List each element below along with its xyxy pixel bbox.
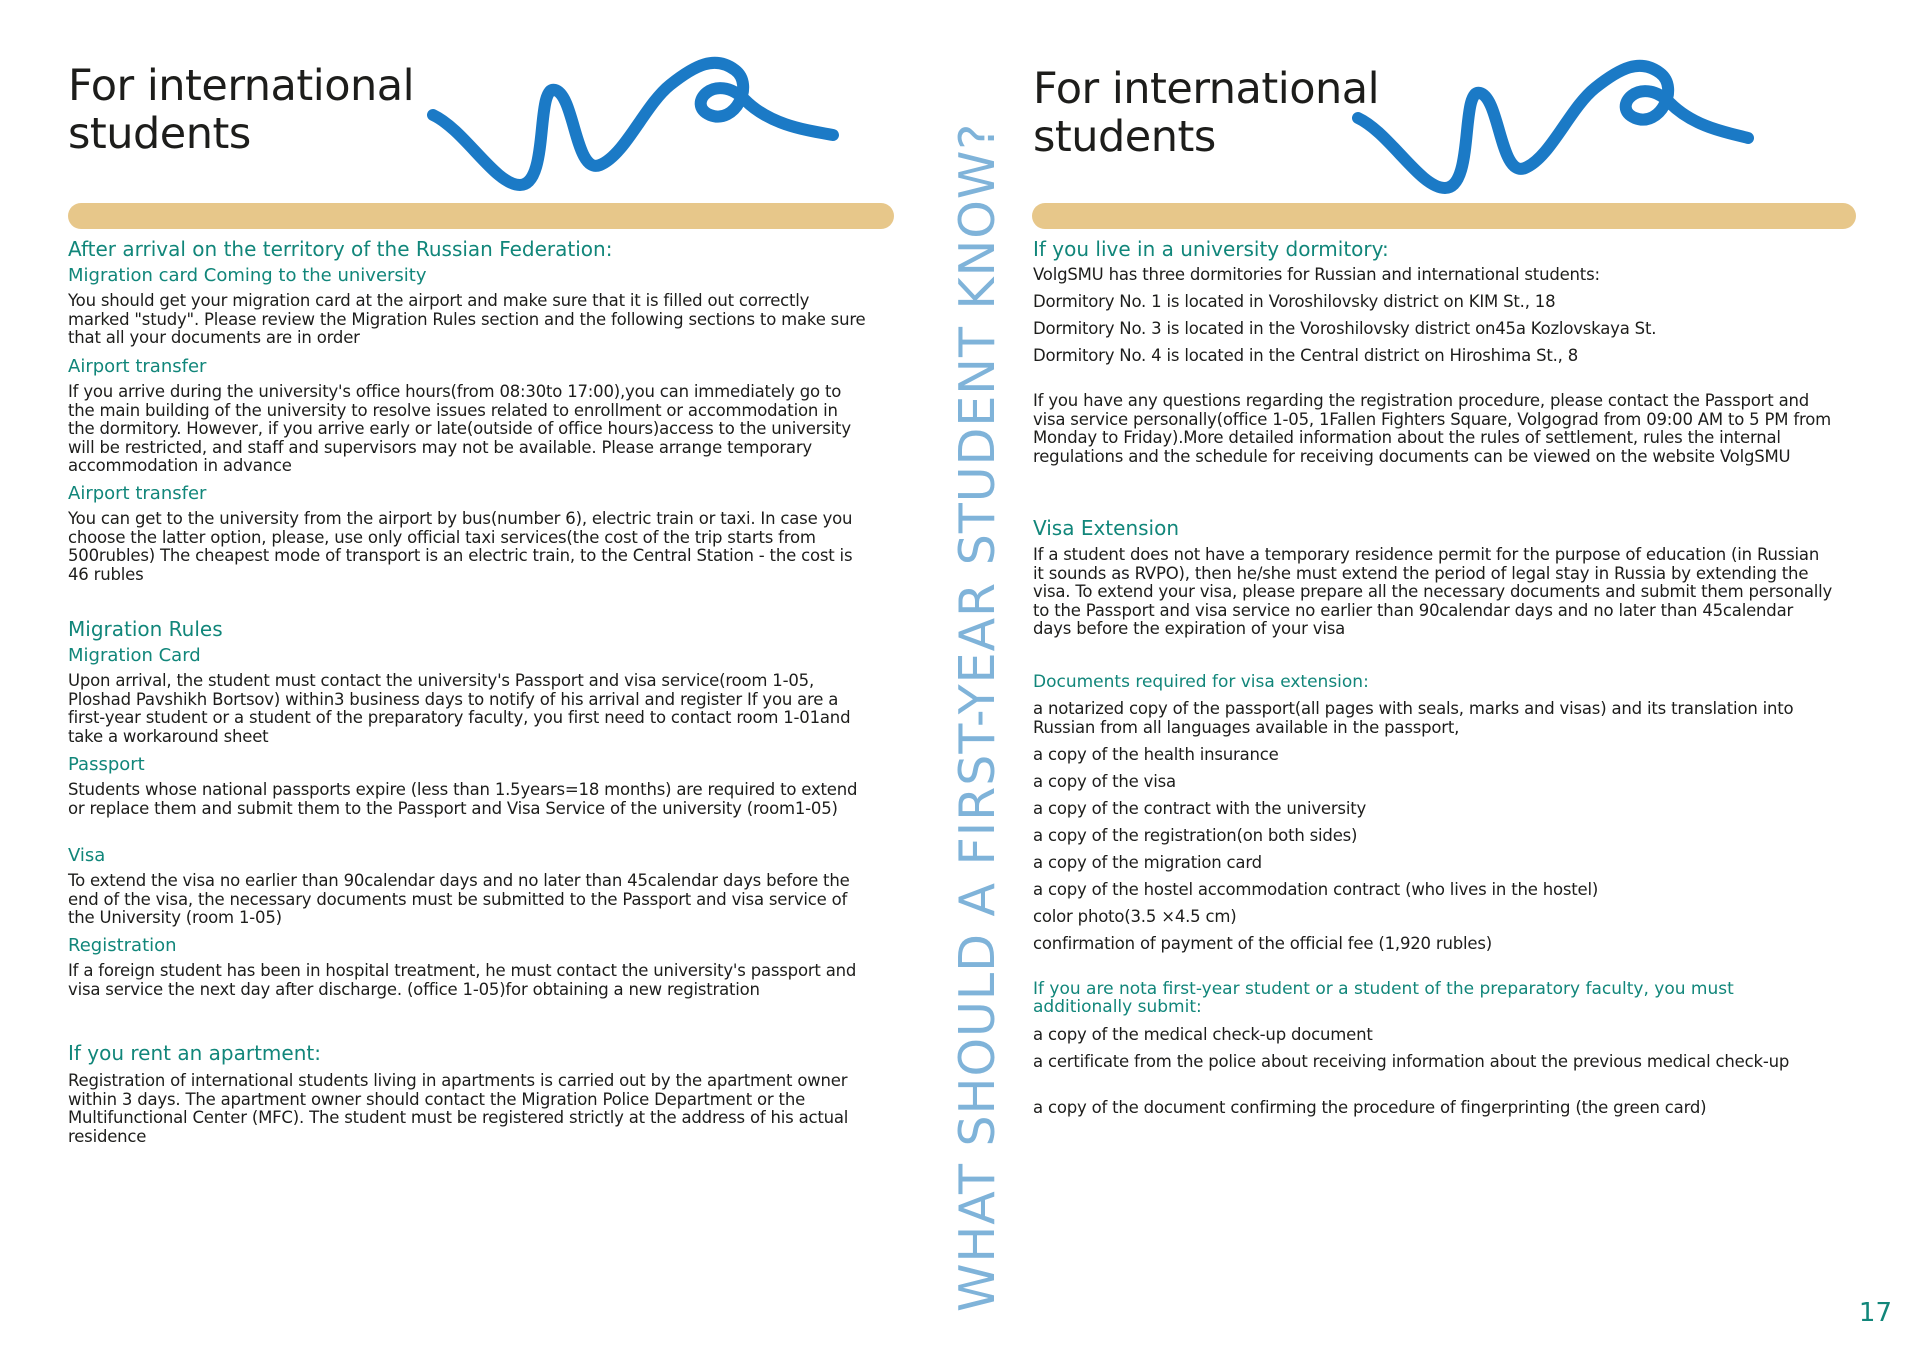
body-text: a copy of the document confirming the procedure of fingerprinting (the green card) [1033,1098,1707,1117]
body-text: a copy of the hostel accommodation contract (who lives in the hostel) [1033,880,1599,899]
body-text: VolgSMU has three dormitories for Russian and international students: [1033,265,1600,284]
body-text: confirmation of payment of the official fee (1,920 rubles) [1033,934,1492,953]
body-text: If a student does not have a temporary residence permit for the purpose of education (in Russian it sounds as RVPO), then he/she must extend the period of legal stay in Russia by extending the visa. To extend your visa, please prepare all the necessary documents and submit them personally to the Passport and visa service no earlier than 90calendar days and no later than 45calendar days before the expiration of your visa [1033,545,1833,638]
body-text: color photo(3.5 ×4.5 cm) [1033,907,1237,926]
body-text: a copy of the contract with the university [1033,799,1367,818]
body-text: Students whose national passports expire (less than 1.5years=18 months) are required to extend or replace them and submit them to the Passport and Visa Service of the university (room1-05) [68,780,858,818]
body-text: Dormitory No. 4 is located in the Central district on Hiroshima St., 8 [1033,346,1579,365]
section-heading: If you are nota first-year student or a student of the preparatory faculty, you must additionally submit: [1033,979,1734,1017]
section-heading: Visa [68,845,106,866]
body-text: Upon arrival, the student must contact the university's Passport and visa service(room 1-05, Ploshad Pavshikh Bortsov) within3 business days to notify of his arrival and register If you are a first-year student or a student of the preparatory faculty, you first need to contact room 1-01and take a workaround sheet [68,671,851,746]
body-text: If you have any questions regarding the registration procedure, please contact the Passport and visa service personally(office 1-05, 1Fallen Fighters Square, Volgograd from 09:00 AM to 5 PM from Monday to Friday).More detailed information about the rules of settlement, rules the internal regulations and the schedule for receiving documents can be viewed on the website VolgSMU [1033,391,1831,466]
section-heading: Registration [68,935,177,956]
section-heading: Visa Extension [1033,516,1180,540]
left-page-title: For international students [68,61,415,159]
section-heading: After arrival on the territory of the Russian Federation: [68,237,613,261]
body-text: a notarized copy of the passport(all pages with seals, marks and visas) and its translation into Russian from all languages available in the passport, [1033,699,1794,737]
left-content-column [68,0,868,1362]
body-text: a copy of the migration card [1033,853,1262,872]
vertical-heading: WHAT SHOULD A FIRST-YEAR STUDENT KNOW? [949,122,1006,1312]
section-heading: Passport [68,754,145,775]
section-heading: Migration card Coming to the university [68,265,427,286]
body-text: Dormitory No. 3 is located in the Voroshilovsky district on45a Kozlovskaya St. [1033,319,1657,338]
body-text: Dormitory No. 1 is located in Voroshilovsky district on KIM St., 18 [1033,292,1556,311]
right-page-title: For international students [1033,64,1380,162]
body-text: If you arrive during the university's office hours(from 08:30to 17:00),you can immediately go to the main building of the university to resolve issues related to enrollment or accommodation in the dormitory. However, if you arrive early or late(outside of office hours)access to the university will be restricted, and staff and supervisors may not be available. Please arrange temporary accommodation in advance [68,382,851,475]
section-heading: Airport transfer [68,356,207,377]
body-text: a certificate from the police about receiving information about the previous medical check-up [1033,1052,1790,1071]
page-number: 17 [1858,1298,1892,1328]
body-text: a copy of the registration(on both sides) [1033,826,1358,845]
body-text: Registration of international students living in apartments is carried out by the apartment owner within 3 days. The apartment owner should contact the Migration Police Department or the Multifunctional Center (MFC). The student must be registered strictly at the address of his actual residence [68,1071,849,1146]
section-heading: Migration Rules [68,617,223,641]
section-heading: If you live in a university dormitory: [1033,237,1389,261]
body-text: a copy of the health insurance [1033,745,1279,764]
section-heading: Migration Card [68,645,201,666]
body-text: You can get to the university from the airport by bus(number 6), electric train or taxi. In case you choose the latter option, please, use only official taxi services(the cost of the trip starts from 500rubles) The cheapest mode of transport is an electric train, to the Central Station - the cost is 46 rubles [68,509,853,584]
section-heading: Documents required for visa extension: [1033,672,1369,692]
body-text: a copy of the visa [1033,772,1176,791]
section-heading: Airport transfer [68,483,207,504]
section-heading: If you rent an apartment: [68,1041,321,1065]
body-text: You should get your migration card at the airport and make sure that it is filled out correctly marked "study". Please review the Migration Rules section and the following sections to make sure that all your documents are in order [68,291,866,347]
body-text: To extend the visa no earlier than 90calendar days and no later than 45calendar days before the end of the visa, the necessary documents must be submitted to the Passport and visa service of the University (room 1-05) [68,871,850,927]
body-text: If a foreign student has been in hospital treatment, he must contact the university's passport and visa service the next day after discharge. (office 1-05)for obtaining a new registration [68,961,857,999]
right-content-column [1033,0,1833,1362]
body-text: a copy of the medical check-up document [1033,1025,1373,1044]
